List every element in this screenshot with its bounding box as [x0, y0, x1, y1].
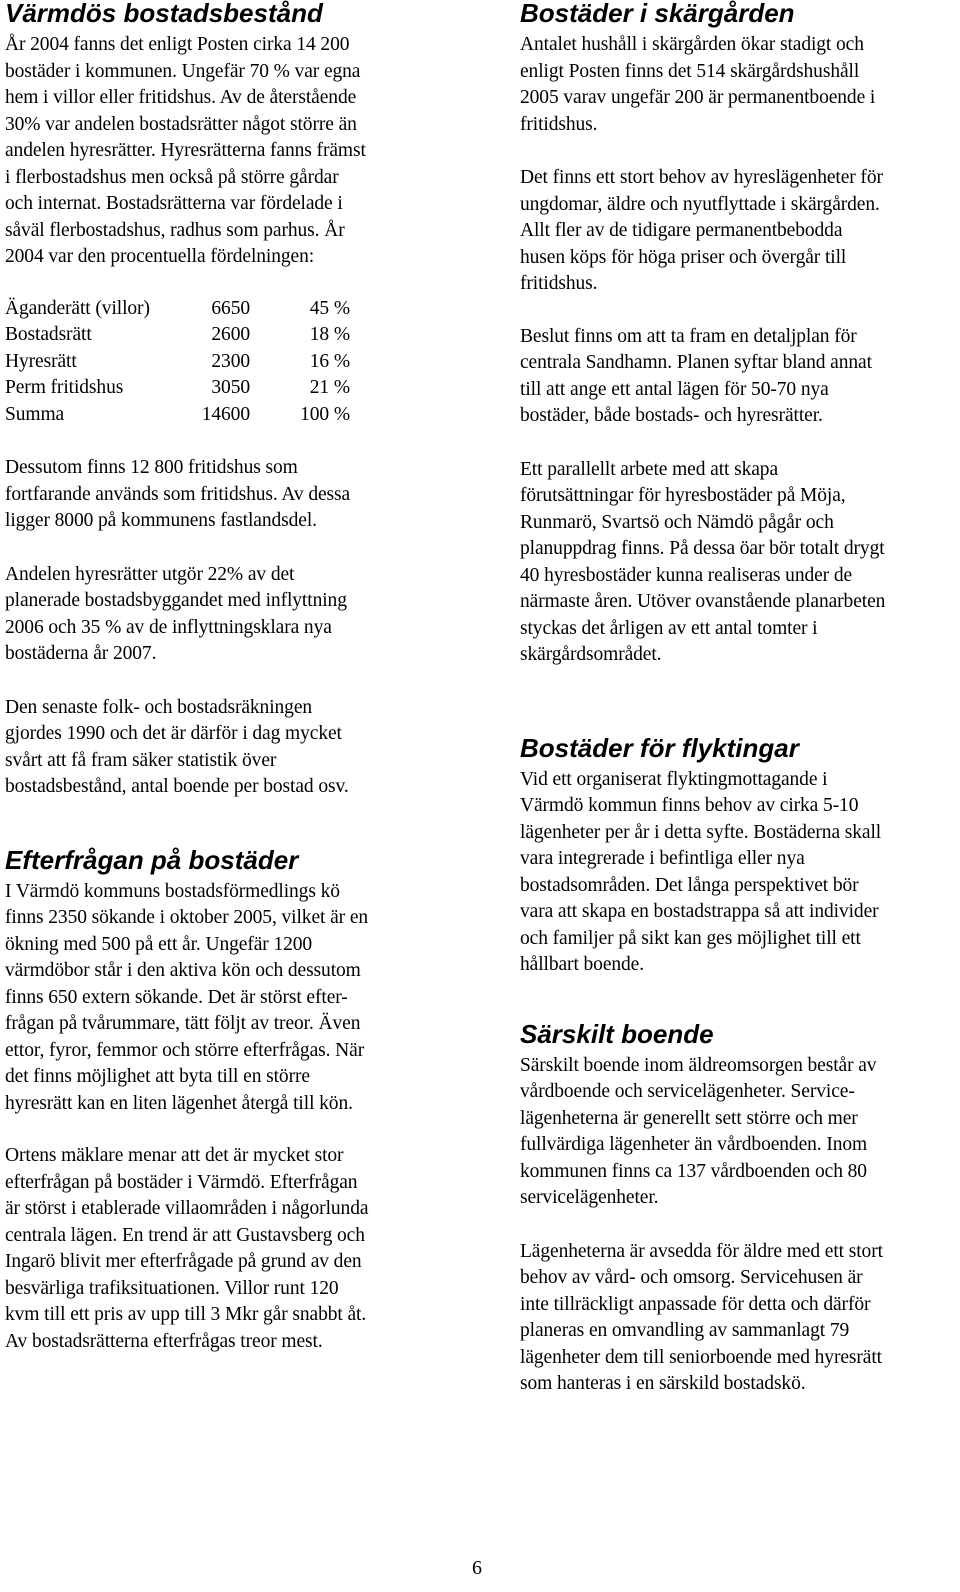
- paragraph: [520, 324, 960, 430]
- text-line: Allt fler av de tidigare permanentbebodda: [520, 220, 843, 241]
- text-line: besvärliga trafiksituationen. Villor runt 120: [5, 1277, 339, 1299]
- text-line: bostadsområden. Det långa perspektivet bör: [520, 874, 859, 896]
- table-cell-count: 14600: [201, 403, 250, 425]
- text-line: Det finns ett stort behov av hyreslägenheter för: [520, 167, 883, 188]
- text-line: fortfarande används som fritidshus. Av dessa: [5, 483, 351, 505]
- text-line: lägenheter dem till seniorboende med hyresrätt: [520, 1346, 882, 1368]
- text-line: Särskilt boende inom äldreomsorgen består av: [520, 1054, 877, 1076]
- heading-bostadsbestand: Värmdös bostadsbestånd: [5, 0, 323, 28]
- text-line: Lägenheterna är avsedda för äldre med ett stort: [520, 1240, 883, 1262]
- page-number: 6: [472, 1557, 482, 1579]
- left-column: [5, 0, 475, 1355]
- heading-sarskilt-boende: Särskilt boende: [520, 1018, 714, 1049]
- table-cell-label: Bostadsrätt: [5, 324, 92, 345]
- text-line: 30% var andelen bostadsrätter något större än: [5, 113, 357, 135]
- text-line: enligt Posten finns det 514 skärgårdshushåll: [520, 60, 860, 82]
- paragraph: [5, 1143, 475, 1355]
- table-cell-count: 6650: [211, 297, 250, 319]
- distribution-table: [5, 296, 475, 429]
- text-line: bostäder i kommunen. Ungefär 70 % var egna: [5, 60, 361, 82]
- text-line: Andelen hyresrätter utgör 22% av det: [5, 563, 295, 585]
- heading-skargarden: Bostäder i skärgården: [520, 0, 795, 28]
- text-line: hyresrätt kan en liten lägenhet återgå till kön.: [5, 1092, 353, 1114]
- table-cell-label: Äganderätt (villor): [5, 297, 150, 319]
- text-line: Ortens mäklare menar att det är mycket stor: [5, 1145, 344, 1166]
- text-line: kommunen finns ca 137 vårdboenden och 80: [520, 1160, 867, 1182]
- table-cell-label: Hyresrätt: [5, 350, 77, 372]
- text-line: inte tillräckligt anpassade för detta och därför: [520, 1293, 871, 1315]
- text-line: planeras en omvandling av sammanlagt 79: [520, 1320, 850, 1341]
- text-line: ligger 8000 på kommunens fastlandsdel.: [5, 510, 317, 531]
- table-row: [5, 349, 475, 376]
- text-line: Dessutom finns 12 800 fritidshus som: [5, 457, 298, 478]
- text-line: centrala lägen. En trend är att Gustavsberg och: [5, 1224, 365, 1246]
- text-line: 2006 och 35 % av de inflyttningsklara nya: [5, 616, 332, 638]
- table-cell-percent: 100 %: [300, 403, 350, 425]
- paragraph: [5, 695, 475, 801]
- text-line: bostäderna år 2007.: [5, 643, 157, 664]
- paragraph: [520, 1053, 960, 1212]
- heading-efterfragan: Efterfrågan på bostäder: [5, 844, 299, 875]
- text-line: behov av vård- och omsorg. Servicehusen är: [520, 1267, 863, 1288]
- text-line: vara att skapa en bostadstrappa så att individer: [520, 901, 879, 922]
- paragraph: [520, 767, 960, 979]
- right-column: [520, 0, 960, 1398]
- paragraph: [5, 879, 475, 1118]
- table-cell-percent: 21 %: [309, 377, 350, 398]
- heading-flyktingar: Bostäder för flyktingar: [520, 732, 799, 763]
- text-line: lägenheterna är generellt sett större och mer: [520, 1107, 858, 1129]
- text-line: husen köps för höga priser och övergår till: [520, 246, 847, 268]
- text-line: ungdomar, äldre och nyutflyttade i skärgården.: [520, 193, 880, 215]
- text-line: finns 2350 sökande i oktober 2005, vilket är en: [5, 907, 369, 928]
- text-line: 2005 varav ungefär 200 är permanentboende i: [520, 87, 876, 108]
- paragraph: [5, 562, 475, 668]
- text-line: servicelägenheter.: [520, 1187, 659, 1208]
- text-line: det finns möjlighet att byta till en större: [5, 1066, 310, 1087]
- table-cell-count: 3050: [211, 377, 250, 398]
- text-line: ökning med 500 på ett år. Ungefär 1200: [5, 933, 313, 955]
- text-line: i flerbostadshus men också på större gårdar: [5, 166, 339, 188]
- text-line: planerade bostadsbyggandet med inflyttning: [5, 590, 347, 611]
- text-line: bostäder, både bostads- och hyresrätter.: [520, 405, 823, 426]
- text-line: Den senaste folk- och bostadsräkningen: [5, 696, 313, 718]
- text-line: värmdöbor står i den aktiva kön och dessutom: [5, 960, 361, 981]
- text-line: är störst i etablerade villaområden i någorlunda: [5, 1198, 369, 1219]
- text-line: Ingarö blivit mer efterfrågade på grund av den: [5, 1251, 362, 1272]
- text-line: Antalet hushåll i skärgården ökar stadigt och: [520, 34, 864, 55]
- text-line: frågan på tvårummare, tätt följt av treor. Även: [5, 1013, 361, 1034]
- text-line: 40 hyresbostäder kunna realiseras under de: [520, 564, 853, 586]
- paragraph: [520, 457, 960, 669]
- text-line: och internat. Bostadsrätterna var fördelade i: [5, 193, 343, 214]
- text-line: bostadsbestånd, antal boende per bostad osv.: [5, 776, 349, 797]
- paragraph: [5, 455, 475, 535]
- table-cell-percent: 45 %: [309, 297, 350, 319]
- text-line: hållbart boende.: [520, 954, 645, 975]
- text-line: Beslut finns om att ta fram en detaljplan för: [520, 325, 857, 347]
- text-line: styckas det årligen av ett antal tomter i: [520, 617, 818, 639]
- text-line: förutsättningar för hyresbostäder på Möja,: [520, 485, 846, 506]
- text-line: År 2004 fanns det enligt Posten cirka 14 200: [5, 34, 350, 55]
- table-row: [5, 296, 475, 323]
- text-line: 2004 var den procentuella fördelningen:: [5, 246, 315, 267]
- table-cell-label: Summa: [5, 403, 65, 425]
- text-line: lägenheter per år i detta syfte. Bostäderna skall: [520, 821, 882, 843]
- text-line: I Värmdö kommuns bostadsförmedlings kö: [5, 880, 340, 902]
- table-cell-count: 2600: [211, 324, 250, 345]
- text-line: Vid ett organiserat flyktingmottagande i: [520, 768, 828, 790]
- text-line: som hanteras i en särskild bostadskö.: [520, 1373, 806, 1394]
- text-line: såväl flerbostadshus, radhus som parhus. År: [5, 219, 345, 241]
- text-line: finns 650 extern sökande. Det är störst efter-: [5, 986, 348, 1008]
- text-line: fritidshus.: [520, 113, 598, 135]
- text-line: vårdboende och servicelägenheter. Service-: [520, 1081, 855, 1102]
- text-line: efterfrågan på bostäder i Värmdö. Efterfrågan: [5, 1171, 358, 1193]
- text-line: planuppdrag finns. På dessa öar bör totalt drygt: [520, 538, 885, 559]
- table-row: [5, 322, 475, 349]
- table-cell-count: 2300: [211, 350, 250, 372]
- table-row: [5, 375, 475, 402]
- paragraph: [520, 165, 960, 298]
- text-line: ettor, fyror, femmor och större efterfrågas. När: [5, 1039, 365, 1061]
- text-line: andelen hyresrätter. Hyresrätterna fanns främst: [5, 140, 366, 161]
- table-cell-percent: 16 %: [309, 350, 350, 372]
- paragraph: [520, 32, 960, 138]
- text-line: Ett parallellt arbete med att skapa: [520, 458, 779, 480]
- text-line: vara integrerade i befintliga eller nya: [520, 848, 805, 869]
- text-line: fullvärdiga lägenheter än vårdboenden. Inom: [520, 1134, 868, 1155]
- table-cell-percent: 18 %: [309, 324, 350, 345]
- text-line: Värmdö kommun finns behov av cirka 5-10: [520, 795, 859, 816]
- text-line: till att ange ett antal lägen för 50-70 nya: [520, 378, 829, 400]
- text-line: och familjer på sikt kan ges möjlighet till ett: [520, 927, 861, 949]
- table-row: [5, 402, 475, 429]
- text-line: närmaste åren. Utöver ovanstående planarbeten: [520, 591, 886, 612]
- text-line: kvm till ett pris av upp till 3 Mkr går snabbt åt.: [5, 1304, 367, 1325]
- text-line: Av bostadsrätterna efterfrågas treor mest.: [5, 1330, 323, 1352]
- text-line: centrala Sandhamn. Planen syftar bland annat: [520, 352, 872, 373]
- text-line: Runmarö, Svartsö och Nämdö pågår och: [520, 511, 834, 533]
- text-line: fritidshus.: [520, 273, 598, 294]
- paragraph: [520, 1239, 960, 1398]
- paragraph: [5, 32, 475, 271]
- text-line: gjordes 1990 och det är därför i dag mycket: [5, 723, 342, 744]
- text-line: hem i villor eller fritidshus. Av de återstående: [5, 87, 357, 108]
- text-line: skärgårdsområdet.: [520, 644, 662, 665]
- text-line: svårt att få fram säker statistik över: [5, 749, 277, 771]
- table-cell-label: Perm fritidshus: [5, 377, 124, 398]
